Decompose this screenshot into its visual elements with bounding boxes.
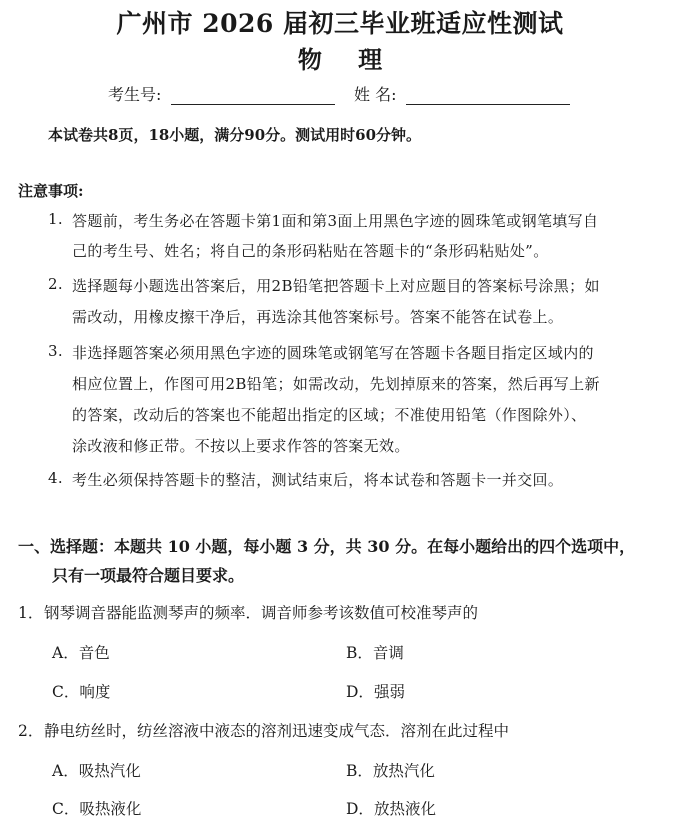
- exam-title: 广州市 2026 届初三毕业班适应性测试: [116, 9, 564, 38]
- name-field: [354, 82, 570, 105]
- option-label: C．: [52, 683, 80, 701]
- option-d[interactable]: [346, 797, 436, 819]
- note-line: 涂改液和修正带。不按以上要求作答的答案无效。: [72, 437, 410, 455]
- option-text: 放热汽化: [372, 762, 435, 780]
- exam-number-field: [108, 82, 335, 105]
- question-number: 2．: [18, 722, 44, 740]
- question-number: 1．: [18, 604, 44, 622]
- note-line: 选择题每小题选出答案后，用2B铅笔把答题卡上对应题目的答案标号涂黑；如: [72, 277, 600, 295]
- note-line: 非选择题答案必须用黑色字迹的圆珠笔或钢笔写在答题卡各题目指定区域内的: [72, 344, 594, 362]
- note-line: 考生必须保持答题卡的整洁，测试结束后，将本试卷和答题卡一并交回。: [72, 471, 564, 489]
- note-line: 的答案，改动后的答案也不能超出指定的区域；不准使用铅笔（作图除外）、: [72, 406, 587, 424]
- option-b[interactable]: [346, 641, 404, 663]
- note-number: 3.: [48, 342, 64, 360]
- option-a[interactable]: [52, 641, 110, 663]
- note-line: 相应位置上，作图可用2B铅笔；如需改动，先划掉原来的答案，然后再写上新: [72, 375, 600, 393]
- exam-number-blank[interactable]: [171, 88, 335, 105]
- note-number: 4.: [48, 469, 64, 487]
- option-a[interactable]: [52, 759, 141, 781]
- option-label: D．: [346, 683, 374, 701]
- subject-title: 物 理: [297, 45, 397, 74]
- option-c[interactable]: [52, 680, 110, 702]
- option-d[interactable]: [346, 680, 405, 702]
- option-text: 音调: [372, 644, 404, 662]
- option-text: 放热液化: [373, 800, 436, 818]
- option-text: 强弱: [373, 683, 405, 701]
- note-number: 2.: [48, 275, 64, 293]
- option-label: A．: [52, 644, 79, 662]
- section-heading: 一、选择题：本题共 10 小题，每小题 3 分，共 30 分。在每小题给出的四个选项中，: [18, 537, 636, 556]
- option-text: 吸热液化: [79, 800, 142, 818]
- option-text: 音色: [78, 644, 110, 662]
- option-text: 吸热汽化: [78, 762, 141, 780]
- option-label: B．: [346, 762, 373, 780]
- option-label: C．: [52, 800, 80, 818]
- name-blank[interactable]: [406, 88, 570, 105]
- name-label: 姓 名:: [354, 85, 397, 104]
- note-line: 己的考生号、姓名；将自己的条形码粘贴在答题卡的“条形码粘贴处”。: [72, 242, 549, 260]
- option-label: A．: [52, 762, 79, 780]
- option-label: B．: [346, 644, 373, 662]
- section-heading-cont: 只有一项最符合题目要求。: [52, 566, 245, 585]
- question-stem: 钢琴调音器能监测琴声的频率．调音师参考该数值可校准琴声的: [44, 604, 479, 622]
- exam-number-label: 考生号:: [108, 85, 162, 104]
- exam-summary: 本试卷共8页，18小题，满分90分。测试用时60分钟。: [48, 126, 422, 144]
- option-text: 响度: [79, 683, 111, 701]
- note-number: 1.: [48, 210, 64, 228]
- option-b[interactable]: [346, 759, 435, 781]
- note-line: 需改动，用橡皮擦干净后，再选涂其他答案标号。答案不能答在试卷上。: [72, 308, 564, 326]
- notes-heading: 注意事项:: [18, 182, 84, 200]
- option-c[interactable]: [52, 797, 141, 819]
- question-stem: 静电纺丝时，纺丝溶液中液态的溶剂迅速变成气态．溶剂在此过程中: [44, 722, 510, 740]
- note-line: 答题前，考生务必在答题卡第1面和第3面上用黑色字迹的圆珠笔或钢笔填写自: [72, 212, 599, 230]
- option-label: D．: [346, 800, 374, 818]
